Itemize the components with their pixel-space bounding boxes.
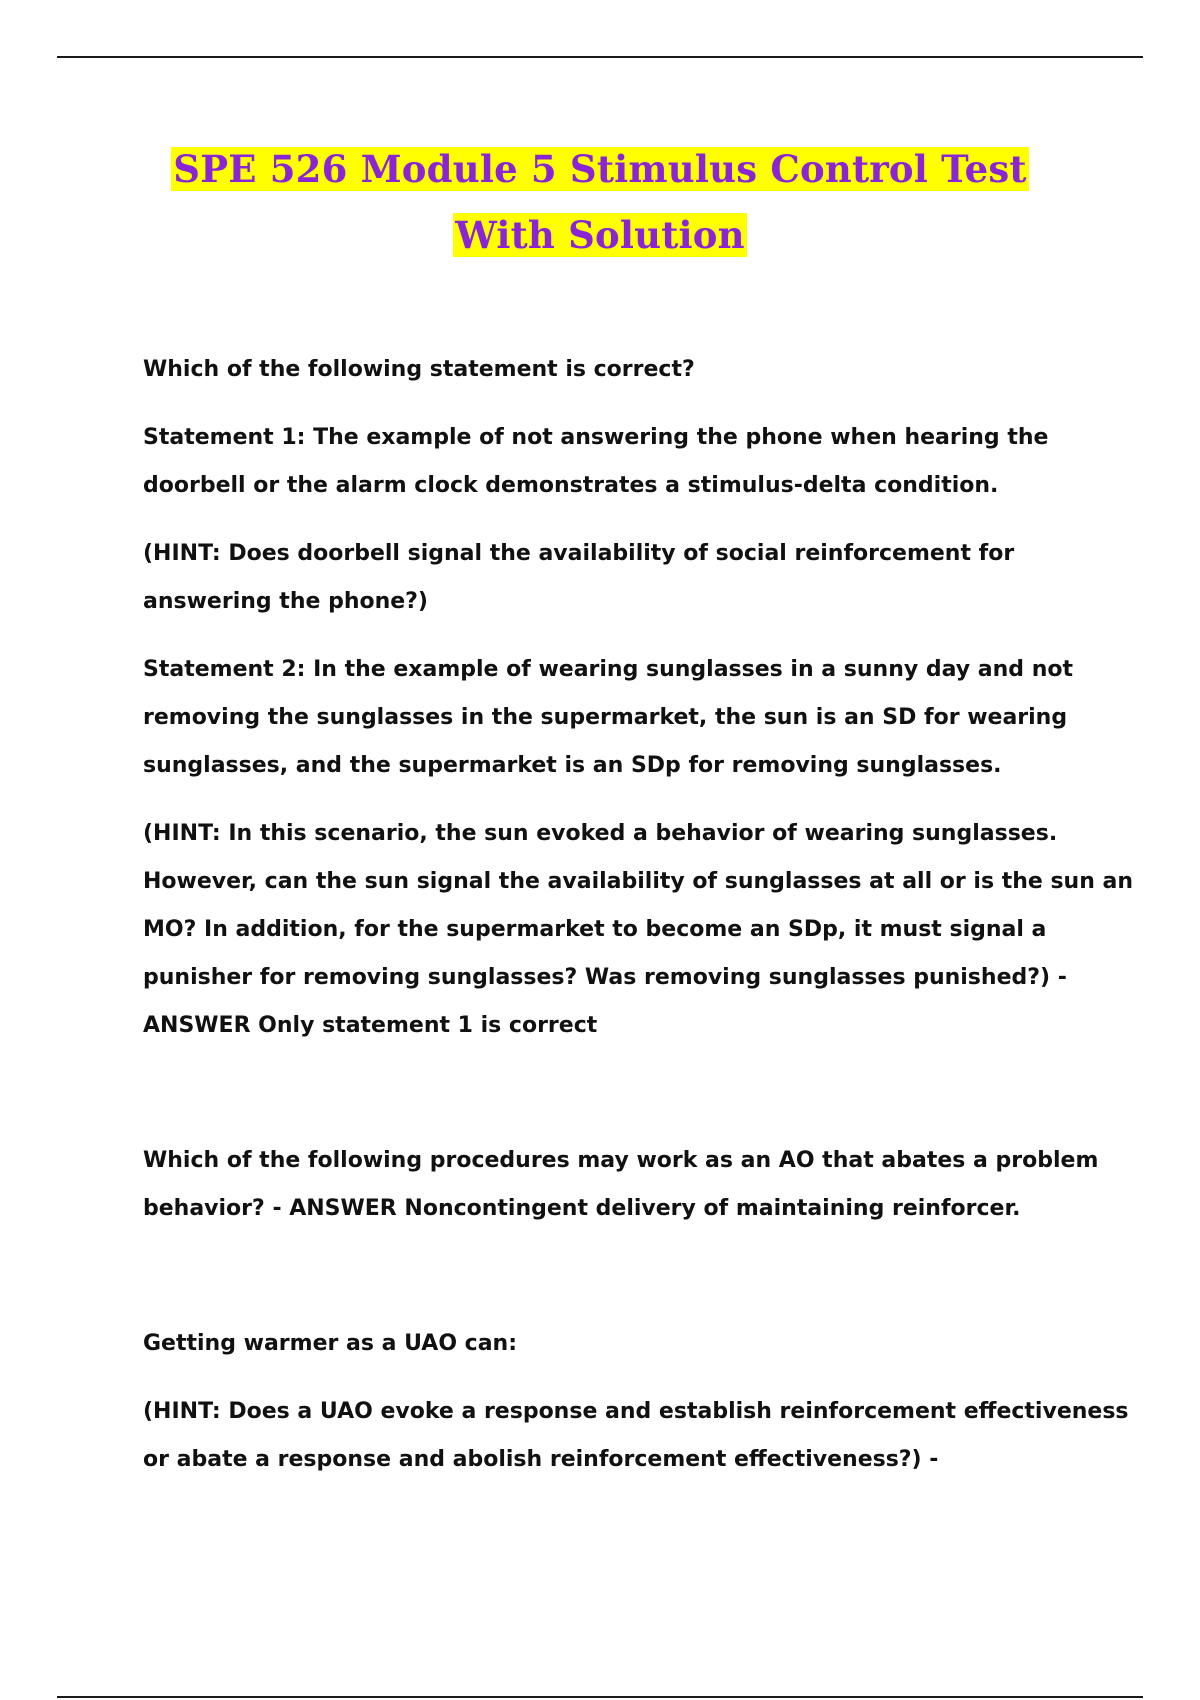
question-1-hint-1: (HINT: Does doorbell signal the availability of social reinforcement for answering the phone?): [143, 541, 1015, 614]
question-1-statement-2: Statement 2: In the example of wearing sunglasses in a sunny day and not removing the sunglasses in the supermarket, the sun is an SD for wearing sunglasses, and the supermarket is an SDp for removing sunglasses.: [143, 657, 1073, 778]
question-2: Which of the following procedures may work as an AO that abates a problem behavior? - ANSWER Noncontingent delivery of maintaining reinforcer.: [143, 1148, 1099, 1221]
question-1-prompt: Which of the following statement is correct?: [143, 357, 695, 382]
top-divider: [57, 56, 1143, 58]
question-1-hint-2-answer: (HINT: In this scenario, the sun evoked a behavior of wearing sunglasses. However, can the sun signal the availability of sunglasses at all or is the sun an MO? In addition, for the supermarket to become an SDp, it must signal a punisher for removing sunglasses? Was removing sunglasses punished?) - ANSWER Only statement 1 is correct: [143, 821, 1134, 1038]
paragraph-gap: [143, 1070, 1143, 1137]
question-3-hint: (HINT: Does a UAO evoke a response and establish reinforcement effectiveness or abate a response and abolish reinforcement effectiveness?) -: [143, 1399, 1129, 1472]
document-title: [0, 140, 1200, 272]
title-line-2: With Solution: [455, 213, 745, 257]
document-body: [143, 346, 1143, 1504]
question-3-prompt: Getting warmer as a UAO can:: [143, 1331, 518, 1356]
question-1-statement-1: Statement 1: The example of not answering the phone when hearing the doorbell or the alarm clock demonstrates a stimulus-delta condition.: [143, 425, 1049, 498]
bottom-divider: [57, 1696, 1143, 1698]
paragraph-gap: [143, 1253, 1143, 1320]
title-line-1: SPE 526 Module 5 Stimulus Control Test: [173, 147, 1027, 191]
